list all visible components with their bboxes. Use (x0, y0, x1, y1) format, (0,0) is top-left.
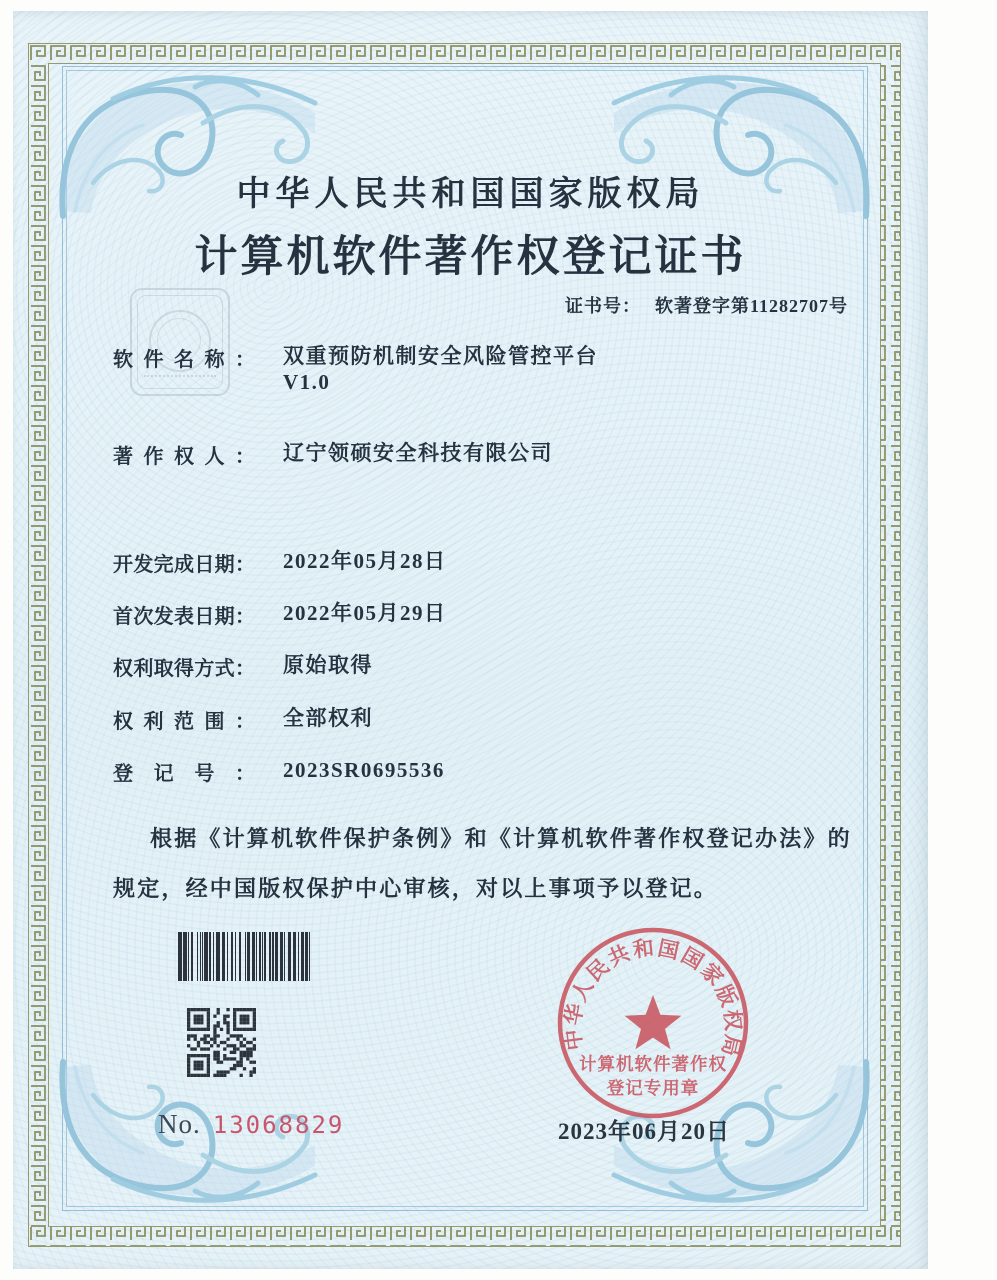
field-value (283, 343, 598, 395)
field-label: 登 记 号 ： (113, 763, 255, 785)
stamp-text-line2: 登记专用章 (606, 1078, 700, 1098)
certificate-number-line (565, 292, 848, 318)
field-value: 原始取得 (283, 653, 373, 677)
field-label: 首 次 发 表 日 期 ： (113, 606, 255, 628)
stamp-text-line1: 计算机软件著作权 (579, 1054, 727, 1074)
field-row-registration-number (113, 757, 445, 786)
serial-number: 13068829 (212, 1111, 345, 1139)
statement-line2: 规定，经中国版权保护中心审核，对以上事项予以登记。 (113, 876, 719, 901)
serial-number-line (158, 1109, 344, 1140)
certificate-number-value: 软著登字第11282707号 (655, 296, 849, 316)
field-row-first-publish-date (113, 600, 447, 629)
field-label: 软 件 名 称 ： (113, 349, 255, 371)
field-value: 2022年05月29日 (283, 601, 447, 625)
field-row-software-name (113, 343, 598, 395)
field-row-right-acquisition (113, 652, 373, 681)
statement-line1: 根据《计算机软件保护条例》和《计算机软件著作权登记办法》的 (150, 826, 852, 851)
certificate-number-label: 证书号： (565, 296, 641, 316)
authority-title: 中华人民共和国国家版权局 (236, 176, 705, 213)
field-value: 2022年05月28日 (283, 549, 447, 573)
field-value: 辽宁领硕安全科技有限公司 (283, 441, 553, 465)
field-label: 权 利 取 得 方 式 ： (113, 658, 255, 680)
stamp-ring-text: 中华人民共和国国家版权局 (560, 935, 746, 1061)
field-value: 2023SR0695536 (283, 758, 445, 782)
field-label: 著 作 权 人 ： (113, 446, 255, 468)
field-row-right-scope (113, 705, 373, 734)
official-stamp (556, 926, 750, 1120)
field-row-copyright-owner (113, 440, 553, 469)
barcode (178, 932, 315, 981)
qr-code (187, 1008, 256, 1077)
certificate-title: 计算机软件著作权登记证书 (194, 234, 747, 281)
field-label: 权 利 范 围 ： (113, 711, 255, 733)
software-name-line1: 双重预防机制安全风险管控平台 (283, 344, 598, 368)
stamp-star-icon (625, 995, 682, 1049)
software-version: V1.0 (283, 370, 331, 394)
field-value: 全部权利 (283, 706, 373, 730)
serial-label: No. (158, 1109, 201, 1139)
field-label: 开 发 完 成 日 期 ： (113, 554, 255, 576)
certificate-paper (13, 11, 928, 1269)
field-row-dev-complete-date (113, 548, 447, 577)
issue-date: 2023年06月20日 (558, 1119, 730, 1144)
